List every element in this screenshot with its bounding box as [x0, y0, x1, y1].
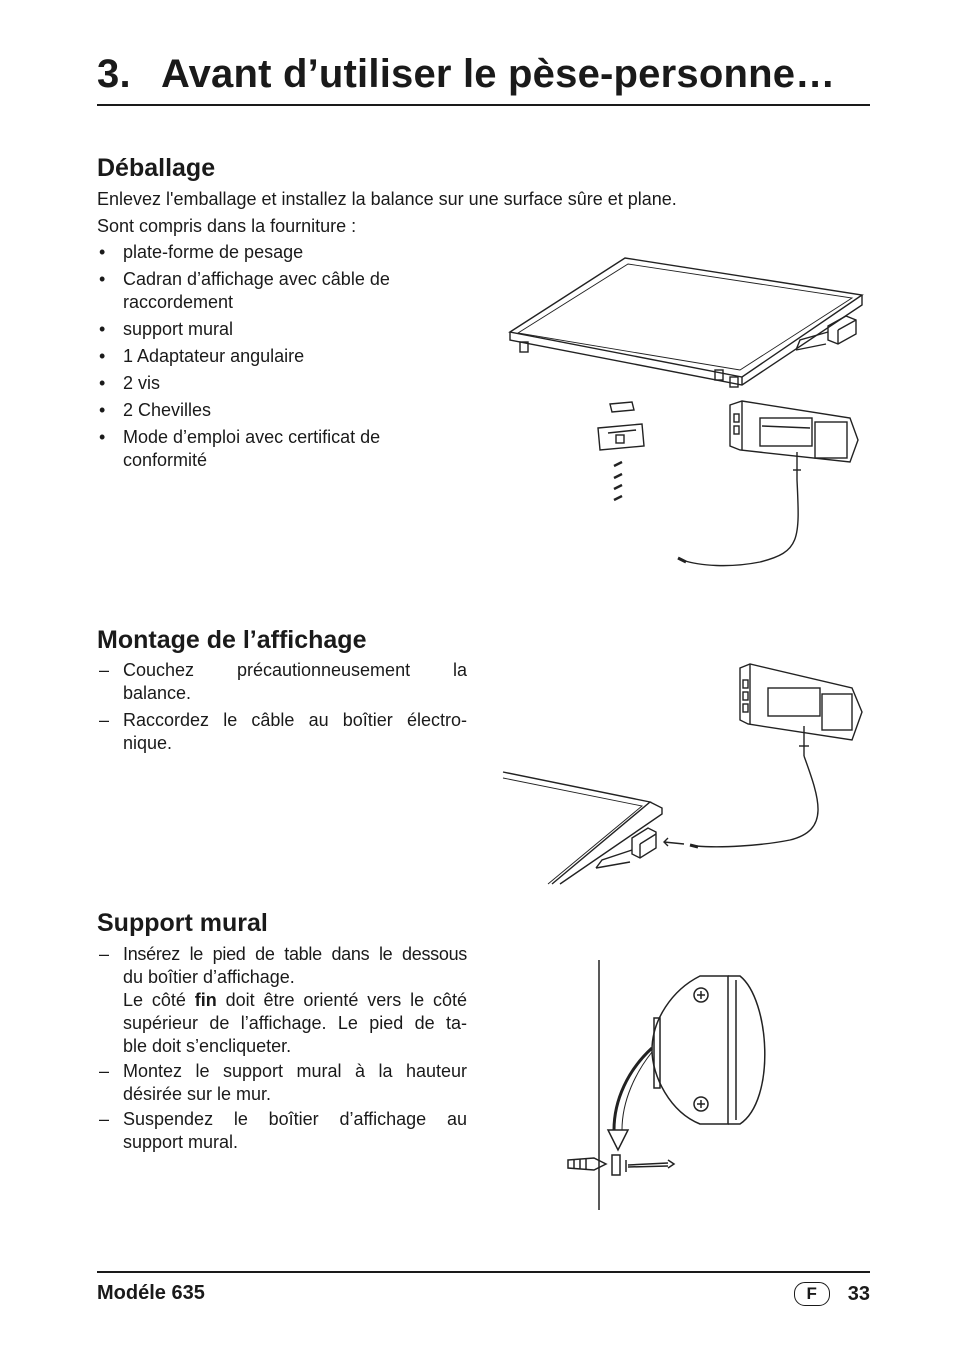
- heading-display-mounting: Montage de l’affichage: [97, 626, 367, 654]
- list-item: • 2 vis: [99, 373, 161, 393]
- list-item: – Raccordez le câble au boîtier électro- nique.: [99, 710, 467, 753]
- list-item: – Couchez précautionneusement la balance.: [99, 660, 467, 703]
- supplied-intro: Sont compris dans la fourniture :: [97, 216, 357, 236]
- section-title: Avant d’utiliser le pèse-personne…: [161, 52, 836, 96]
- footer-rule: [97, 1271, 870, 1273]
- heading-wall-mount: Support mural: [97, 909, 268, 937]
- list-item: • plate-forme de pesage: [99, 242, 304, 262]
- section-number: 3.: [97, 52, 131, 96]
- dowel-and-screw-drawing: [568, 1155, 674, 1175]
- footer-right: [794, 1282, 870, 1306]
- page-number: 33: [847, 1282, 870, 1305]
- list-item: • Cadran d’affichage avec câble de raccordement: [99, 269, 390, 312]
- insert-arrow-icon: [608, 1048, 652, 1150]
- language-badge: F: [794, 1282, 830, 1306]
- list-item: • 2 Chevilles: [99, 400, 212, 420]
- list-item: • 1 Adaptateur angulaire: [99, 346, 305, 366]
- list-item: • Mode d’emploi avec certificat de conformité: [99, 427, 381, 470]
- list-item: – Suspendez le boîtier d’affichage au support mural.: [99, 1109, 467, 1152]
- heading-unpacking: Déballage: [97, 154, 216, 182]
- list-item: • support mural: [99, 319, 234, 339]
- display-side-view-drawing: [652, 976, 765, 1124]
- unpacking-intro: Enlevez l'emballage et installez la balance sur une surface sûre et plane.: [97, 189, 677, 209]
- list-item: – Montez le support mural à la hauteur désirée sur le mur.: [99, 1061, 467, 1104]
- model-name: Modéle 635: [97, 1282, 205, 1304]
- list-item: – Insérez le pied de table dans le dessous du boîtier d’affichage. Le côté fin doit être orienté vers le côté supérieur de l’affichage. Le pied de ta- ble doit s’encliqueter.: [99, 944, 468, 1056]
